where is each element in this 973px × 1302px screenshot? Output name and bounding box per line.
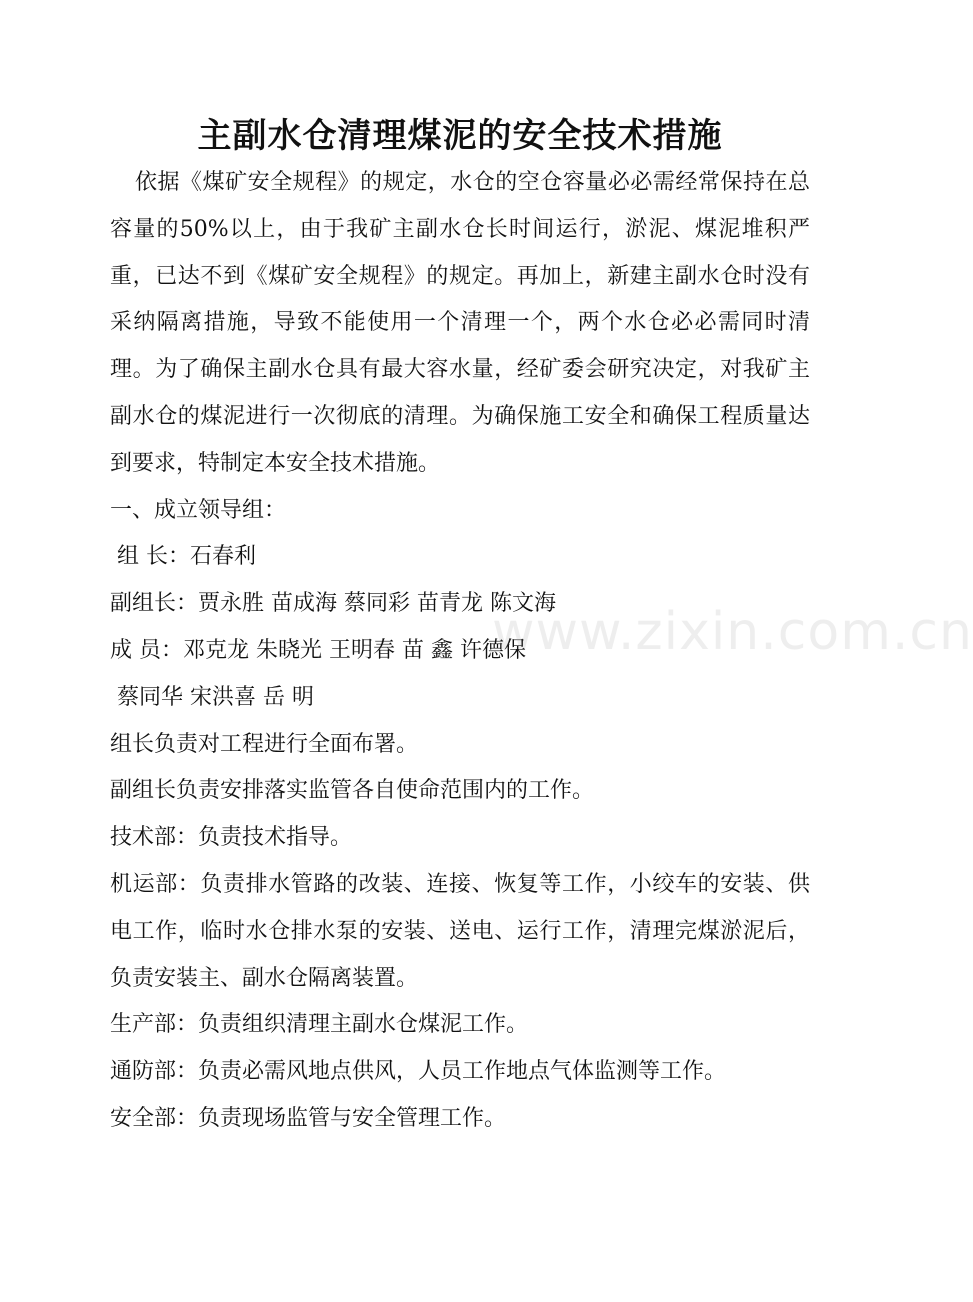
duty-technical-dept: 技术部：负责技术指导。 [110, 825, 353, 851]
leader-line: 组 长：石春利 [110, 544, 256, 570]
members-line: 成 员：邓克龙 朱晓光 王明春 苗 鑫 许德保 [110, 637, 526, 663]
site-watermark: www.zixin.com.cn [492, 602, 973, 662]
duty-mechanical-dept: 机运部：负责排水管路的改装、连接、恢复等工作，小绞车的安装、供电工作，临时水仓排水泵的安装、送电、运行工作，清理完煤淤泥后，负责安装主、副水仓隔离装置。 [110, 871, 810, 991]
members-line-continued: 蔡同华 宋洪喜 岳 明 [110, 684, 314, 710]
duty-safety-dept: 安全部：负责现场监管与安全管理工作。 [110, 1105, 507, 1131]
document-title: 主副水仓清理煤泥的安全技术措施 [197, 116, 723, 156]
duty-ventilation-dept: 通防部：负责必需风地点供风，人员工作地点气体监测等工作。 [110, 1059, 727, 1085]
deputy-leaders-line: 副组长：贾永胜 苗成海 蔡同彩 苗青龙 陈文海 [110, 591, 556, 617]
section-heading: 一、成立领导组： [110, 497, 287, 523]
intro-paragraph: 依据《煤矿安全规程》的规定，水仓的空仓容量必必需经常保持在总容量的50%以上，由于我矿主副水仓长时间运行，淤泥、煤泥堆积严重，已达不到《煤矿安全规程》的规定。再加上，新建主副水仓时没有采纳隔离措施，导致不能使用一个清理一个，两个水仓必必需同时清理。为了确保主副水仓具有最大容水量，经矿委会研究决定，对我矿主副水仓的煤泥进行一次彻底的清理。为确保施工安全和确保工程质量达到要求，特制定本安全技术措施。 [110, 170, 810, 476]
duty-deputy: 副组长负责安排落实监管各自使命范围内的工作。 [110, 778, 595, 804]
duty-production-dept: 生产部：负责组织清理主副水仓煤泥工作。 [110, 1012, 529, 1038]
duty-leader: 组长负责对工程进行全面布署。 [110, 731, 419, 757]
